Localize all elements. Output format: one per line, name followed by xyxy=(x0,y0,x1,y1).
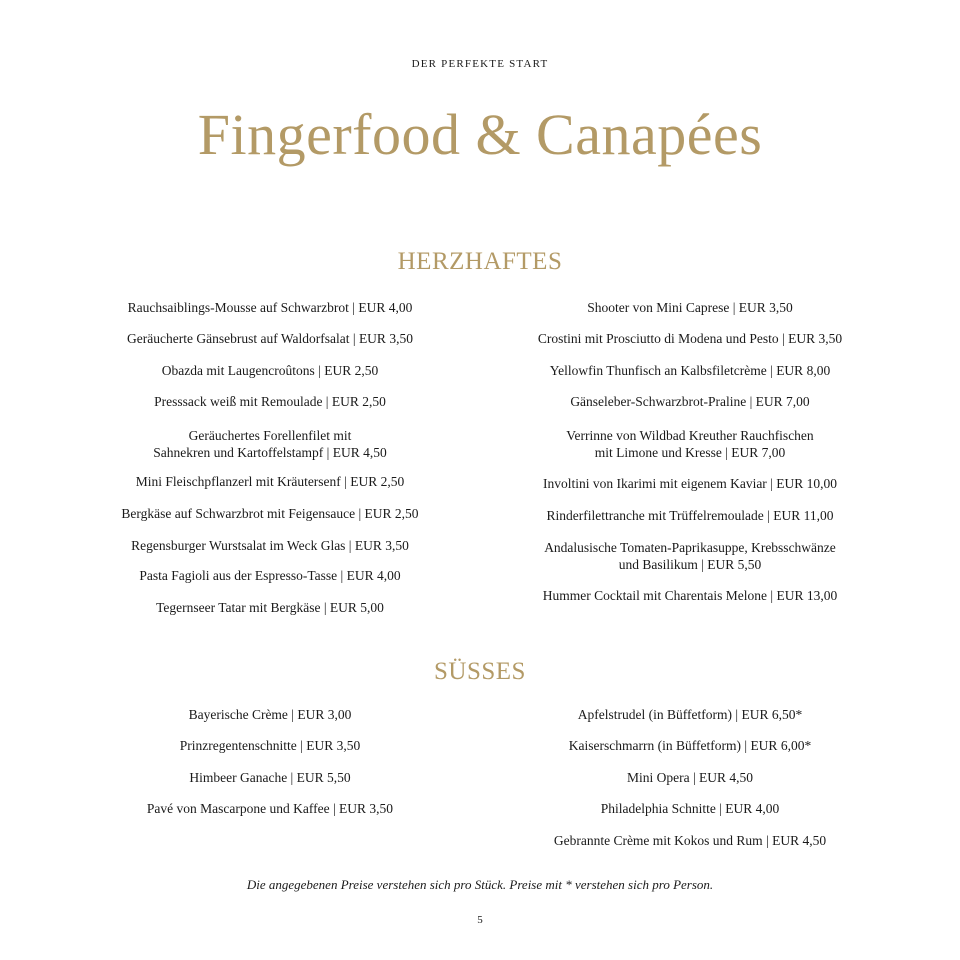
menu-item-text: Geräucherte Gänsebrust auf Waldorfsalat | EUR 3,50 xyxy=(127,331,413,346)
menu-item-text: Apfelstrudel (in Büffetform) | EUR 6,50* xyxy=(577,707,803,722)
menu-item-text: Tegernseer Tatar mit Bergkäse | EUR 5,00 xyxy=(156,600,384,615)
menu-item xyxy=(480,507,900,524)
menu-item-text: Prinzregentenschnitte | EUR 3,50 xyxy=(179,738,361,753)
menu-item xyxy=(60,737,480,754)
menu-item-text: Obazda mit Laugencroûtons | EUR 2,50 xyxy=(161,363,379,378)
menu-item xyxy=(480,587,900,604)
section-heading-suesses: SÜSSES xyxy=(434,658,526,685)
menu-item xyxy=(60,769,480,786)
kicker: DER PERFEKTE START xyxy=(411,58,549,70)
menu-item xyxy=(60,706,480,723)
menu-item-text: Rinderfilettranche mit Trüffelremoulade | EUR 11,00 xyxy=(546,508,834,523)
menu-item-text: Sahnekren und Kartoffelstampf | EUR 4,50 xyxy=(153,445,387,460)
menu-item-text: Gebrannte Crème mit Kokos und Rum | EUR 4,50 xyxy=(553,833,827,848)
menu-item xyxy=(60,362,480,379)
section-heading-herzhaftes: HERZHAFTES xyxy=(397,248,563,275)
menu-item-text: Involtini von Ikarimi mit eigenem Kaviar | EUR 10,00 xyxy=(542,476,838,491)
menu-item-text: Andalusische Tomaten-Paprikasuppe, Krebsschwänze xyxy=(544,540,836,555)
menu-item xyxy=(480,769,900,786)
menu-item xyxy=(480,737,900,754)
menu-item xyxy=(480,362,900,379)
menu-item xyxy=(480,706,900,723)
menu-item-text: Shooter von Mini Caprese | EUR 3,50 xyxy=(587,300,793,315)
menu-item-text: Yellowfin Thunfisch an Kalbsfiletcrème | EUR 8,00 xyxy=(549,363,831,378)
menu-item xyxy=(60,330,480,347)
menu-item xyxy=(480,330,900,347)
menu-item-text: und Basilikum | EUR 5,50 xyxy=(618,557,762,572)
menu-item-text: Geräuchertes Forellenfilet mit xyxy=(188,428,352,443)
menu-item-text: Pavé von Mascarpone und Kaffee | EUR 3,50 xyxy=(146,801,394,816)
menu-item xyxy=(60,537,480,554)
menu-item xyxy=(480,800,900,817)
menu-item xyxy=(60,800,480,817)
price-footnote: Die angegebenen Preise verstehen sich pro Stück. Preise mit * verstehen sich pro Person. xyxy=(246,877,714,892)
menu-item xyxy=(480,539,900,573)
menu-item-text: Regensburger Wurstsalat im Weck Glas | EUR 3,50 xyxy=(131,538,409,553)
menu-item xyxy=(60,599,480,616)
menu-item-text: Rauchsaiblings-Mousse auf Schwarzbrot | EUR 4,00 xyxy=(127,300,413,315)
menu-item xyxy=(60,393,480,410)
menu-item-text: Hummer Cocktail mit Charentais Melone | EUR 13,00 xyxy=(542,588,838,603)
menu-item-text: Philadelphia Schnitte | EUR 4,00 xyxy=(600,801,780,816)
page-title: Fingerfood & Canapées xyxy=(197,102,763,167)
menu-item-text: Verrinne von Wildbad Kreuther Rauchfischen xyxy=(566,428,814,443)
menu-item-text: Gänseleber-Schwarzbrot-Praline | EUR 7,00 xyxy=(570,394,810,409)
page-number: 5 xyxy=(477,914,483,926)
menu-item-text: Mini Fleischpflanzerl mit Kräutersenf | EUR 2,50 xyxy=(135,474,405,489)
menu-item xyxy=(60,427,480,461)
menu-item-text: Pasta Fagioli aus der Espresso-Tasse | EUR 4,00 xyxy=(139,568,401,583)
menu-item xyxy=(60,567,480,584)
menu-item-text: Himbeer Ganache | EUR 5,50 xyxy=(189,770,351,785)
menu-item-text: Bergkäse auf Schwarzbrot mit Feigensauce | EUR 2,50 xyxy=(121,506,419,521)
menu-item-text: Mini Opera | EUR 4,50 xyxy=(626,770,754,785)
menu-item xyxy=(480,427,900,461)
menu-item-text: mit Limone und Kresse | EUR 7,00 xyxy=(594,445,786,460)
menu-item-text: Crostini mit Prosciutto di Modena und Pesto | EUR 3,50 xyxy=(537,331,843,346)
menu-item xyxy=(480,832,900,849)
menu-item xyxy=(60,299,480,316)
menu-item xyxy=(480,475,900,492)
menu-item xyxy=(60,505,480,522)
menu-item-text: Presssack weiß mit Remoulade | EUR 2,50 xyxy=(154,394,386,409)
menu-item-text: Bayerische Crème | EUR 3,00 xyxy=(188,707,352,722)
menu-item-text: Kaiserschmarrn (in Büffetform) | EUR 6,00* xyxy=(568,738,812,753)
menu-item xyxy=(480,393,900,410)
menu-item xyxy=(480,299,900,316)
menu-item xyxy=(60,473,480,490)
